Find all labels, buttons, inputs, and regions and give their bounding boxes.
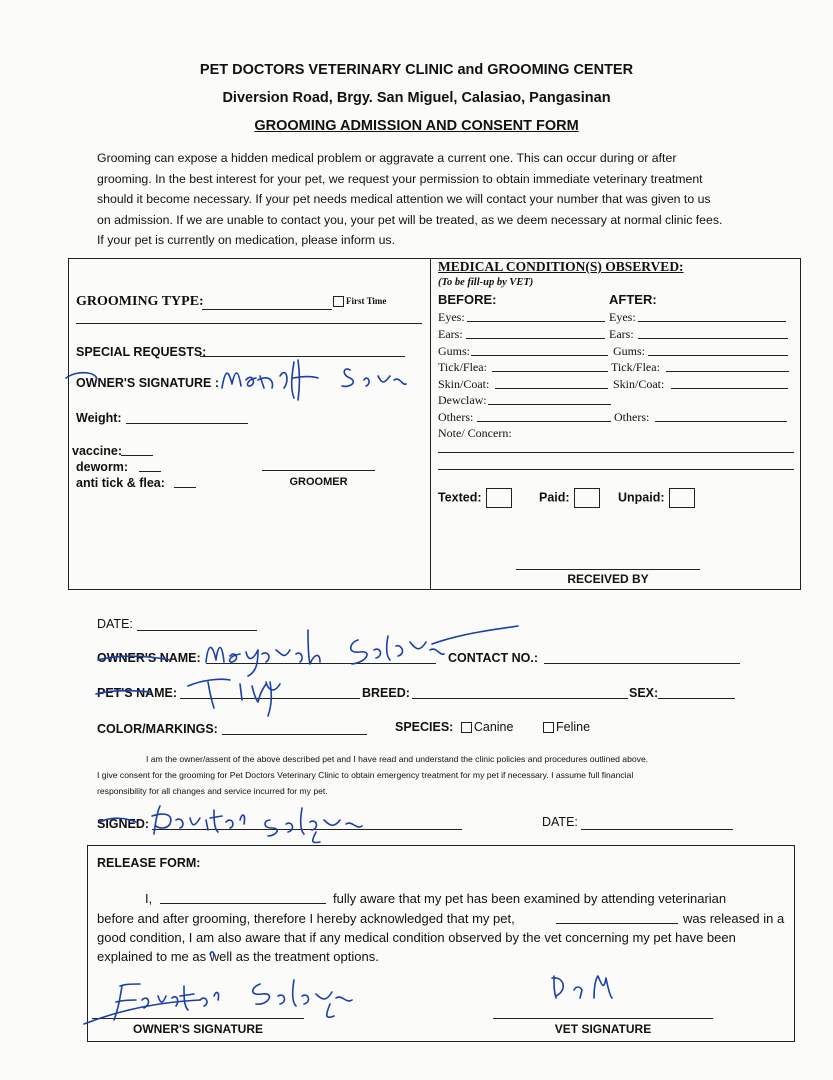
owner-signature-ink (60, 340, 420, 410)
intro-paragraph (97, 148, 747, 251)
texted-box[interactable] (486, 488, 512, 508)
before-row-eyes: Eyes: (438, 310, 465, 324)
anti-tick-label: anti tick & flea: (76, 476, 165, 490)
paid-box[interactable] (574, 488, 600, 508)
contact-field[interactable] (544, 663, 740, 664)
before-gums-field[interactable] (471, 355, 608, 356)
consent-line: responsibility for all changes and service incurred for my pet. (97, 786, 328, 796)
anti-tick-field[interactable] (174, 487, 196, 488)
note-line-1[interactable] (438, 452, 794, 453)
feline-option[interactable] (543, 720, 590, 734)
intro-line: on admission. If we are unable to contact you, your pet will be treated, as we deem necessary at normal clinic fees. (97, 212, 723, 227)
before-dewclaw-field[interactable] (488, 404, 611, 405)
consent-line: I give consent for the grooming for Pet Doctors Veterinary Clinic to obtain emergency treatment for my pet if necessary. I assume full financial (97, 770, 634, 780)
before-row-ears: Ears: (438, 327, 463, 341)
release-text: was released in a (683, 911, 785, 926)
after-tick-field[interactable] (666, 371, 789, 372)
before-tick-field[interactable] (492, 371, 608, 372)
release-pet-field[interactable] (556, 923, 678, 924)
unpaid-box[interactable] (669, 488, 695, 508)
grooming-type-label: GROOMING TYPE: (76, 294, 204, 309)
consent-line: I am the owner/assent of the above described pet and I have read and understand the clinic policies and procedures outlined above. (146, 754, 649, 764)
box-divider (430, 258, 431, 590)
before-row-dewclaw: Dewclaw: (438, 393, 487, 407)
form-title: GROOMING ADMISSION AND CONSENT FORM (254, 118, 579, 134)
after-row-others: Others: (614, 410, 650, 424)
after-row-skin: Skin/Coat: (613, 377, 665, 391)
medical-title: MEDICAL CONDITION(S) OBSERVED: (438, 259, 684, 274)
sex-label: SEX: (629, 686, 659, 700)
feline-label: Feline (556, 720, 591, 734)
feline-checkbox[interactable] (543, 722, 554, 733)
grooming-type-field[interactable] (202, 309, 332, 310)
before-eyes-field[interactable] (467, 321, 605, 322)
after-row-ears: Ears: (609, 327, 634, 341)
before-row-gums: Gums: (438, 344, 471, 358)
after-row-eyes: Eyes: (609, 310, 636, 324)
color-markings-label: COLOR/MARKINGS: (97, 722, 218, 736)
grooming-type-line-2[interactable] (76, 323, 422, 324)
owners-name-label: OWNER'S NAME: (97, 651, 201, 665)
medical-subtitle: (To be fill-up by VET) (438, 277, 534, 288)
breed-label: BREED: (362, 686, 410, 700)
after-gums-field[interactable] (648, 355, 788, 356)
contact-label: CONTACT NO.: (448, 651, 539, 665)
species-group (395, 720, 513, 734)
after-eyes-field[interactable] (638, 321, 786, 322)
clinic-name: PET DOCTORS VETERINARY CLINIC and GROOMING CENTER (199, 62, 634, 78)
intro-line: should it become necessary. If your pet needs medical attention we will contact your number that was given to us (97, 192, 711, 206)
first-time-checkbox[interactable]: First Time (333, 296, 386, 307)
signed-ink (90, 798, 390, 848)
after-others-field[interactable] (655, 421, 787, 422)
canine-label: Canine (473, 720, 514, 734)
vaccine-field[interactable] (121, 455, 153, 456)
groomer-label: GROOMER (289, 476, 348, 488)
after-skin-field[interactable] (671, 388, 788, 389)
release-text: explained to me as well as the treatment options. (97, 949, 379, 964)
date-label: DATE: (97, 617, 133, 631)
signed-date-field[interactable] (581, 829, 733, 830)
release-i-label: I, (145, 891, 153, 906)
sex-field[interactable] (658, 698, 735, 699)
vet-signature-line[interactable] (493, 1018, 713, 1019)
before-row-others: Others: (438, 410, 474, 424)
vet-initials-text (548, 975, 550, 976)
received-by-line[interactable] (516, 569, 700, 570)
deworm-field[interactable] (139, 471, 161, 472)
release-name-field[interactable] (160, 903, 326, 904)
after-row-gums: Gums: (613, 344, 646, 358)
owner-signature-label: OWNER'S SIGNATURE (133, 1022, 263, 1036)
after-heading: AFTER: (609, 292, 657, 307)
color-markings-field[interactable] (222, 734, 367, 735)
received-by-label: RECEIVED BY (567, 572, 649, 586)
species-label: SPECIES: (395, 720, 454, 734)
release-text: before and after grooming, therefore I hereby acknowledged that my pet, (97, 911, 515, 926)
release-title: RELEASE FORM: (97, 856, 201, 870)
vet-signature-label: VET SIGNATURE (554, 1022, 652, 1036)
before-row-skin: Skin/Coat: (438, 377, 490, 391)
release-text: good condition, I am also aware that if any medical condition observed by the vet concerning my pet have been (97, 930, 736, 945)
checkbox-icon (333, 296, 344, 307)
after-row-tick: Tick/Flea: (611, 360, 660, 374)
pets-name-label: PET'S NAME: (97, 686, 178, 700)
after-ears-field[interactable] (638, 338, 788, 339)
before-ears-field[interactable] (466, 338, 605, 339)
intro-line: Grooming can expose a hidden medical problem or aggravate a current one. This can occur during or after (97, 151, 677, 165)
owner-and-pet-ink (90, 620, 530, 720)
note-line-2[interactable] (438, 469, 794, 470)
texted-checkbox[interactable]: Texted: (438, 488, 512, 508)
signed-date-label: DATE: (542, 815, 578, 829)
weight-label: Weight: (76, 411, 122, 425)
before-row-tick: Tick/Flea: (438, 360, 487, 374)
intro-line: If your pet is currently on medication, please inform us. (97, 233, 395, 247)
release-text: fully aware that my pet has been examined by attending veterinarian (333, 891, 727, 906)
owners-signature-label: OWNER'S SIGNATURE : (76, 376, 220, 390)
release-signature-ink (80, 940, 400, 1040)
weight-field[interactable] (126, 423, 248, 424)
deworm-label: deworm: (76, 460, 129, 474)
before-heading: BEFORE: (438, 292, 497, 307)
vaccine-label: vaccine: (72, 444, 123, 458)
canine-checkbox[interactable] (461, 722, 472, 733)
groomer-line[interactable] (262, 470, 375, 471)
vet-initials-ink (540, 968, 620, 1008)
note-label: Note/ Concern: (438, 426, 512, 440)
before-skin-field[interactable] (495, 388, 608, 389)
signed-label: SIGNED: (97, 817, 150, 831)
unpaid-checkbox[interactable]: Unpaid: (618, 488, 695, 508)
before-others-field[interactable] (477, 421, 611, 422)
special-requests-label: SPECIAL REQUESTS: (76, 345, 207, 359)
paid-checkbox[interactable]: Paid: (539, 488, 600, 508)
intro-line: grooming. In the best interest for your pet, we request your permission to obtain immediate veterinary treatment (97, 171, 703, 186)
clinic-address: Diversion Road, Brgy. San Miguel, Calasiao, Pangasinan (222, 90, 611, 106)
